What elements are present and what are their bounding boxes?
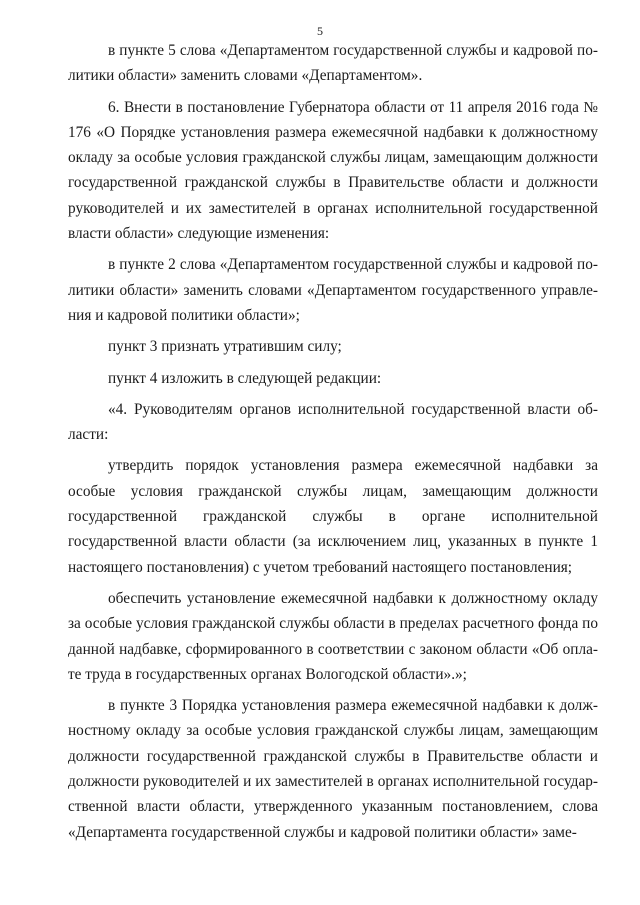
document-body <box>68 38 598 845</box>
paragraph-3: в пункте 2 слова «Департаментом государственной службы и кадровой политики области» заменить словами «Департаментом государственного управления и кадровой политики области»; <box>68 256 598 324</box>
paragraph-9: в пункте 3 Порядка установления размера ежемесячной надбавки к должностному окладу за особые условия гражданской службы лицам, замещающим должности государственной гражданской службы в Правительстве области и должности руководителей и их заместителей в органах исполнительной государственной власти области, утвержденного указанным постановлением, слова «Департамента государственной службы и кадровой политики области» заме- <box>68 697 598 841</box>
paragraph-5: пункт 4 изложить в следующей редакции: <box>108 369 382 387</box>
paragraph-2: 6. Внести в постановление Губернатора области от 11 апреля 2016 года № 176 «О Порядке установления размера ежемесячной надбавки к должностному окладу за особые условия гражданской службы лицам, замещающим должности государственной гражданской службы в Правительстве области и должности руководителей и их заместителей в органах исполнительной государственной власти области» следующие изменения: <box>68 98 598 243</box>
paragraph-4: пункт 3 признать утратившим силу; <box>108 338 342 356</box>
paragraph-8: обеспечить установление ежемесячной надбавки к должностному окладу за особые условия гражданской службы области в пределах расчетного фонда по данной надбавке, сформированного в соответствии с законом области «Об оплате труда в государственных органах Вологодской области».»; <box>68 589 598 683</box>
paragraph-1: в пункте 5 слова «Департаментом государственной службы и кадровой политики области» заменить словами «Департаментом». <box>68 42 598 85</box>
paragraph-6: «4. Руководителям органов исполнительной государственной власти области: <box>68 400 598 444</box>
paragraph-7: утвердить порядок установления размера ежемесячной надбавки за особые условия гражданской службы лицам, замещающим должности государственной гражданской службы в органе исполнительной государственной власти области (за исключением лиц, указанных в пункте 1 настоящего постановления) с учетом требований настоящего постановления; <box>68 457 598 576</box>
page-number: 5 <box>317 24 323 38</box>
